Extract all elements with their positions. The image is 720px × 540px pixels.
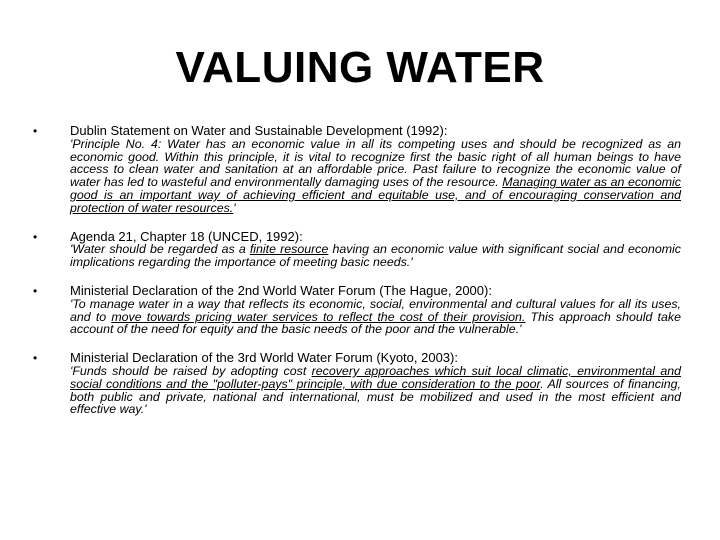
bullet-item-dublin-statement <box>33 125 681 215</box>
bullet-quote <box>70 243 681 269</box>
quote-text: 'To manage water in a way that reflects its economic, social, environmental and cultural values for all its uses, and to <box>70 296 681 324</box>
quote-text: . All sources of financing, both public and private, national and international, must be mobilized and used in the most efficient and effective way.' <box>70 376 681 417</box>
bullet-icon: • <box>33 283 38 298</box>
bullet-item-3rd-world-water-forum <box>33 352 681 416</box>
quote-text: 'Principle No. 4: Water has an economic value in all its competing uses and should be recognized as an economic good. Within this principle, it is vital to recognize first the basic right of all human beings to have access to clean water and sanitation at an affordable price. Past failure to recognize the economic value of water has led to wasteful and environmentally damaging uses of the resource. <box>70 136 681 190</box>
quote-underlined-text: recovery approaches which suit local climatic, environmental and social conditions and the "polluter-pays" principle, with due consideration to the poor <box>70 363 682 391</box>
bullet-heading: Dublin Statement on Water and Sustainable Development (1992): <box>70 123 448 138</box>
bullet-quote <box>70 365 681 416</box>
bullet-quote <box>70 298 681 336</box>
quote-underlined-text: Managing water as an economic good is an important way of achieving efficient and equitable use, and of encouraging conservation and protection of water resources. <box>70 175 681 215</box>
bullet-item-agenda-21 <box>33 228 681 270</box>
bullet-quote <box>70 138 681 215</box>
quote-text: 'Water should be regarded as a <box>70 242 250 257</box>
bullet-icon: • <box>33 124 38 138</box>
quote-underlined-text: move towards pricing water services to reflect the cost of their provision. <box>111 309 526 324</box>
slide-title: VALUING WATER <box>175 43 545 92</box>
quote-text: 'Funds should be raised by adopting cost <box>70 363 312 378</box>
bullet-icon: • <box>33 229 38 244</box>
quote-text: ' <box>233 200 236 215</box>
bullet-heading: Agenda 21, Chapter 18 (UNCED, 1992): <box>70 228 303 244</box>
quote-text: This approach should take account of the need for equity and the basic needs of the poor and the vulnerable.' <box>70 309 681 337</box>
bullet-heading: Ministerial Declaration of the 2nd World Water Forum (The Hague, 2000): <box>70 282 492 298</box>
bullet-item-2nd-world-water-forum <box>33 282 681 337</box>
bullet-list <box>33 125 681 432</box>
bullet-heading: Ministerial Declaration of the 3rd World Water Forum (Kyoto, 2003): <box>70 350 458 366</box>
quote-underlined-text: finite resource <box>249 242 329 257</box>
bullet-icon: • <box>33 351 38 366</box>
quote-text: having an economic value with significant social and economic implications regarding the importance of meeting basic needs.' <box>70 242 681 270</box>
